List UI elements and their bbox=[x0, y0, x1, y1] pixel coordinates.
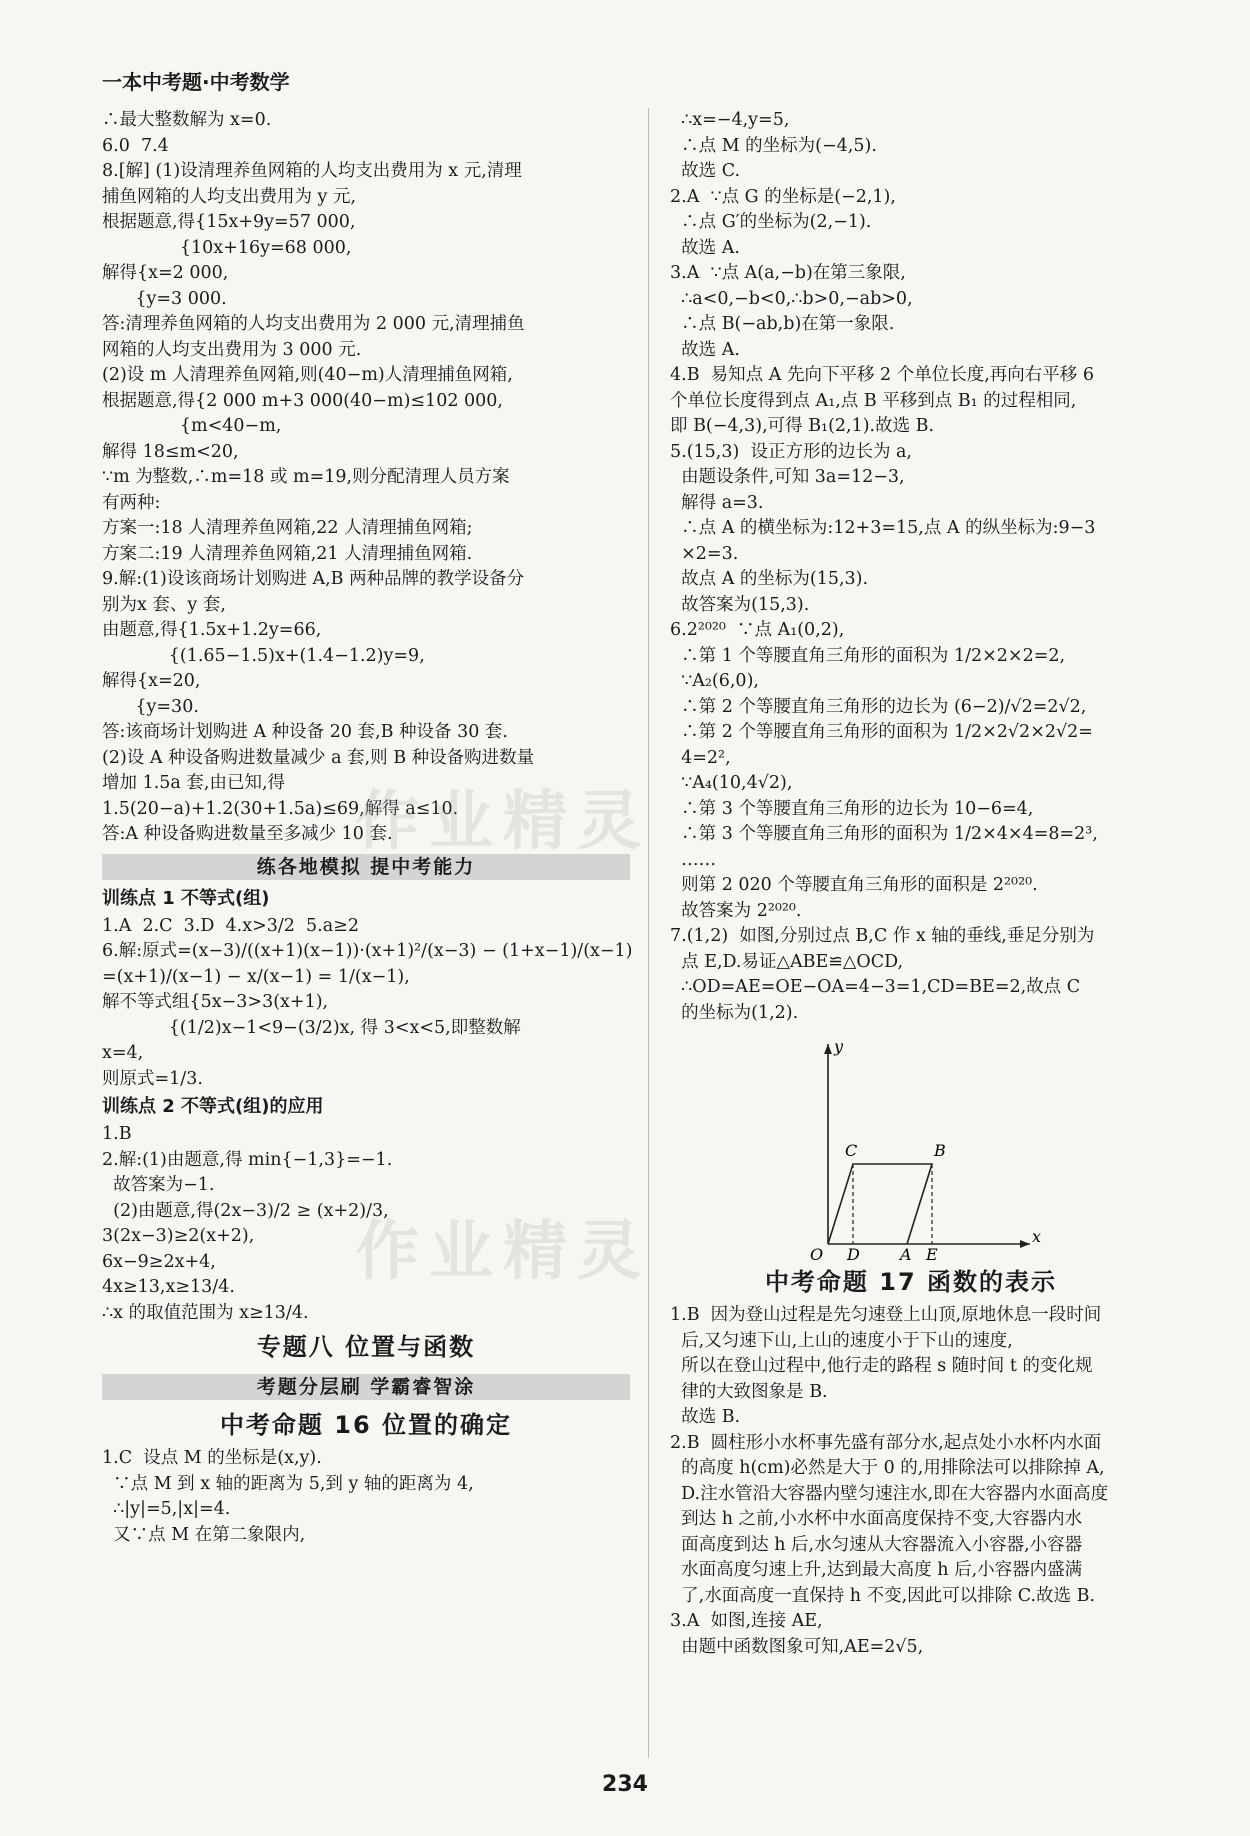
text-line: 由题意,得{1.5x+1.2y=66, bbox=[102, 620, 322, 640]
coordinate-figure bbox=[670, 1026, 1152, 1261]
text-line: 2.B 圆柱形小水杯事先盛有部分水,起点处小水杯内水面 bbox=[670, 1432, 1102, 1453]
label-c: C bbox=[845, 1141, 858, 1160]
text-line: {(1/2)x−1<9−(3/2)x, 得 3<x<5,即整数解 bbox=[102, 1017, 521, 1038]
text-line: ∴|y|=5,|x|=4. bbox=[102, 1499, 231, 1519]
text-line: 又∵点 M 在第二象限内, bbox=[102, 1524, 306, 1545]
subsection-title: 训练点 2 不等式(组)的应用 bbox=[102, 1096, 324, 1117]
text-line: 解不等式组{5x−3>3(x+1), bbox=[102, 992, 329, 1012]
text-line: 故选 A. bbox=[670, 339, 740, 360]
text-line: 7.(1,2) 如图,分别过点 B,C 作 x 轴的垂线,垂足分别为 bbox=[670, 926, 1095, 946]
text-line: 则原式=1/3. bbox=[102, 1068, 203, 1089]
text-line: ∴第 3 个等腰直角三角形的面积为 1/2×4×4=8=2³, bbox=[670, 824, 1098, 844]
text-line: ∴第 2 个等腰直角三角形的边长为 (6−2)/√2=2√2, bbox=[670, 696, 1087, 717]
right-column bbox=[670, 108, 1152, 1660]
text-line: 1.B bbox=[102, 1124, 132, 1144]
page-header: 一本中考题·中考数学 bbox=[102, 70, 290, 94]
text-line: ∵A₄(10,4√2), bbox=[670, 773, 793, 793]
text-line: (2)由题意,得(2x−3)/2 ≥ (x+2)/3, bbox=[102, 1200, 389, 1221]
text-line: 故点 A 的坐标为(15,3). bbox=[670, 569, 869, 589]
text-line: ∴第 2 个等腰直角三角形的面积为 1/2×2√2×2√2= bbox=[670, 722, 1093, 742]
text-line: 故选 A. bbox=[670, 237, 740, 258]
text-line: 1.5(20−a)+1.2(30+1.5a)≤69,解得 a≤10. bbox=[102, 798, 459, 819]
section-banner: 考题分层刷 学霸睿智涂 bbox=[102, 1374, 630, 1400]
text-line: 到达 h 之前,小水杯中水面高度保持不变,大容器内水 bbox=[670, 1509, 1083, 1529]
text-line: 3.A 如图,连接 AE, bbox=[670, 1611, 823, 1631]
text-line: 解得{x=2 000, bbox=[102, 263, 229, 283]
page-number: 234 bbox=[602, 1772, 648, 1797]
text-line: 答:A 种设备购进数量至多减少 10 套. bbox=[102, 824, 393, 844]
section-banner: 练各地模拟 提中考能力 bbox=[102, 854, 630, 880]
text-line: 别为x 套、y 套, bbox=[102, 594, 226, 615]
label-y: y bbox=[834, 1037, 844, 1056]
text-line: 故选 B. bbox=[670, 1407, 741, 1427]
text-line: 1.B 因为登山过程是先匀速登上山顶,原地休息一段时间 bbox=[670, 1305, 1102, 1325]
text-line: ∵A₂(6,0), bbox=[670, 671, 759, 691]
text-line: ∵点 M 到 x 轴的距离为 5,到 y 轴的距离为 4, bbox=[102, 1473, 474, 1494]
text-line: ∴a<0,−b<0,∴b>0,−ab>0, bbox=[670, 288, 913, 309]
text-line: 3(2x−3)≥2(x+2), bbox=[102, 1226, 255, 1246]
text-line: 方案二:19 人清理养鱼网箱,21 人清理捕鱼网箱. bbox=[102, 543, 473, 564]
text-line: 后,又匀速下山,上山的速度小于下山的速度, bbox=[670, 1330, 1013, 1351]
text-line: 2.解:(1)由题意,得 min{−1,3}=−1. bbox=[102, 1149, 393, 1170]
text-line: 故答案为 2²⁰²⁰. bbox=[670, 900, 802, 921]
text-line: 有两种: bbox=[102, 492, 161, 513]
text-line: 6.解:原式=(x−3)/((x+1)(x−1))·(x+1)²/(x−3) − (1+x−1)/(x−1) bbox=[102, 941, 633, 961]
text-line: ∴第 3 个等腰直角三角形的边长为 10−6=4, bbox=[670, 798, 1034, 819]
text-line: 根据题意,得{2 000 m+3 000(40−m)≤102 000, bbox=[102, 390, 503, 411]
text-line: 5.(15,3) 设正方形的边长为 a, bbox=[670, 441, 913, 462]
x-axis-arrow bbox=[1020, 1240, 1030, 1248]
text-line: …… bbox=[670, 849, 717, 870]
text-line: {(1.65−1.5)x+(1.4−1.2)y=9, bbox=[102, 645, 425, 666]
text-line: 面高度到达 h 后,水匀速从大容器流入小容器,小容器 bbox=[670, 1534, 1083, 1555]
label-x: x bbox=[1032, 1227, 1042, 1246]
text-line: 4=2², bbox=[670, 747, 731, 768]
text-line: 3.A ∵点 A(a,−b)在第三象限, bbox=[670, 263, 906, 283]
text-line: 6x−9≥2x+4, bbox=[102, 1251, 216, 1272]
text-line: 即 B(−4,3),可得 B₁(2,1).故选 B. bbox=[670, 416, 935, 436]
text-line: 解得{x=20, bbox=[102, 671, 201, 691]
text-line: 故选 C. bbox=[670, 161, 741, 181]
text-line: 1.C 设点 M 的坐标是(x,y). bbox=[102, 1448, 322, 1468]
text-line: 答:该商场计划购进 A 种设备 20 套,B 种设备 30 套. bbox=[102, 722, 508, 742]
shape-edges bbox=[828, 1164, 932, 1244]
watermark-stamp: 作业精灵 bbox=[355, 785, 651, 859]
text-line: D.注水管沿大容器内壁匀速注水,即在大容器内水面高度 bbox=[670, 1483, 1109, 1504]
text-line: =(x+1)/(x−1) − x/(x−1) = 1/(x−1), bbox=[102, 966, 410, 987]
text-line: {y=30. bbox=[102, 696, 199, 717]
text-line: 则第 2 020 个等腰直角三角形的面积是 2²⁰²⁰. bbox=[670, 875, 1038, 895]
text-line: 解得 18≤m<20, bbox=[102, 441, 239, 462]
text-line: 故答案为−1. bbox=[102, 1175, 215, 1195]
label-d: D bbox=[847, 1245, 860, 1261]
text-line: 的高度 h(cm)必然是大于 0 的,用排除法可以排除掉 A, bbox=[670, 1458, 1105, 1478]
text-line: ∴点 M 的坐标为(−4,5). bbox=[670, 135, 877, 156]
text-line: 1.A 2.C 3.D 4.x>3/2 5.a≥2 bbox=[102, 915, 359, 936]
figure-svg bbox=[670, 1026, 1152, 1261]
y-axis-arrow bbox=[824, 1044, 832, 1054]
label-b: B bbox=[934, 1141, 946, 1160]
text-line: 增加 1.5a 套,由已知,得 bbox=[102, 773, 286, 793]
text-line: 所以在登山过程中,他行走的路程 s 随时间 t 的变化规 bbox=[670, 1356, 1093, 1376]
text-line: 由题中函数图象可知,AE=2√5, bbox=[670, 1636, 924, 1657]
text-line: (2)设 m 人清理养鱼网箱,则(40−m)人清理捕鱼网箱, bbox=[102, 365, 513, 385]
text-line: 根据题意,得{15x+9y=57 000, bbox=[102, 212, 356, 232]
text-line: ∵m 为整数,∴m=18 或 m=19,则分配清理人员方案 bbox=[102, 467, 510, 487]
text-line: 水面高度匀速上升,达到最大高度 h 后,小容器内盛满 bbox=[670, 1560, 1083, 1580]
text-line: 4.B 易知点 A 先向下平移 2 个单位长度,再向右平移 6 bbox=[670, 365, 1094, 385]
text-line: 故答案为(15,3). bbox=[670, 594, 810, 615]
label-a: A bbox=[900, 1245, 912, 1261]
text-line: 6.0 7.4 bbox=[102, 135, 169, 156]
text-line: 捕鱼网箱的人均支出费用为 y 元, bbox=[102, 186, 357, 207]
text-line: 8.[解] (1)设清理养鱼网箱的人均支出费用为 x 元,清理 bbox=[102, 161, 522, 181]
text-line: 了,水面高度一直保持 h 不变,因此可以排除 C.故选 B. bbox=[670, 1585, 1096, 1606]
text-line: ×2=3. bbox=[670, 543, 739, 564]
text-line: 9.解:(1)设该商场计划购进 A,B 两种品牌的教学设备分 bbox=[102, 569, 525, 589]
text-line: x=4, bbox=[102, 1043, 144, 1063]
text-line: ∴点 G′的坐标为(2,−1). bbox=[670, 212, 872, 232]
text-line: 答:清理养鱼网箱的人均支出费用为 2 000 元,清理捕鱼 bbox=[102, 314, 525, 334]
column-divider bbox=[648, 108, 649, 1758]
text-line: 点 E,D.易证△ABE≌△OCD, bbox=[670, 951, 904, 972]
text-line: 6.2²⁰²⁰ ∵点 A₁(0,2), bbox=[670, 620, 845, 640]
label-o: O bbox=[810, 1245, 824, 1261]
text-line: ∴OD=AE=OE−OA=4−3=1,CD=BE=2,故点 C bbox=[670, 977, 1081, 997]
text-line: 由题设条件,可知 3a=12−3, bbox=[670, 467, 905, 487]
text-line: 律的大致图象是 B. bbox=[670, 1381, 828, 1402]
section-heading: 中考命题 16 位置的确定 bbox=[219, 1411, 513, 1439]
text-line: ∴第 1 个等腰直角三角形的面积为 1/2×2×2=2, bbox=[670, 645, 1066, 666]
text-line: 4x≥13,x≥13/4. bbox=[102, 1277, 235, 1297]
text-line: 方案一:18 人清理养鱼网箱,22 人清理捕鱼网箱; bbox=[102, 518, 473, 538]
text-line: 解得 a=3. bbox=[670, 492, 764, 513]
text-line: ∴点 A 的横坐标为:12+3=15,点 A 的纵坐标为:9−3 bbox=[670, 518, 1096, 538]
text-line: 网箱的人均支出费用为 3 000 元. bbox=[102, 339, 362, 360]
text-line: {y=3 000. bbox=[102, 288, 227, 309]
text-line: ∴最大整数解为 x=0. bbox=[102, 110, 272, 130]
text-line: 的坐标为(1,2). bbox=[670, 1002, 799, 1023]
text-line: ∴x 的取值范围为 x≥13/4. bbox=[102, 1302, 309, 1323]
text-line: ∴x=−4,y=5, bbox=[670, 110, 790, 130]
text-line: {10x+16y=68 000, bbox=[102, 237, 352, 258]
section-heading: 专题八 位置与函数 bbox=[256, 1333, 476, 1361]
text-line: (2)设 A 种设备购进数量减少 a 套,则 B 种设备购进数量 bbox=[102, 747, 535, 768]
text-line: 个单位长度得到点 A₁,点 B 平移到点 B₁ 的过程相同, bbox=[670, 390, 1077, 411]
text-line: ∴点 B(−ab,b)在第一象限. bbox=[670, 314, 895, 334]
subsection-title: 训练点 1 不等式(组) bbox=[102, 887, 270, 909]
section-heading: 中考命题 17 函数的表示 bbox=[764, 1268, 1058, 1296]
label-e: E bbox=[926, 1245, 938, 1261]
text-line: 2.A ∵点 G 的坐标是(−2,1), bbox=[670, 186, 896, 207]
text-line: {m<40−m, bbox=[102, 416, 282, 436]
watermark-stamp: 作业精灵 bbox=[355, 1215, 651, 1289]
